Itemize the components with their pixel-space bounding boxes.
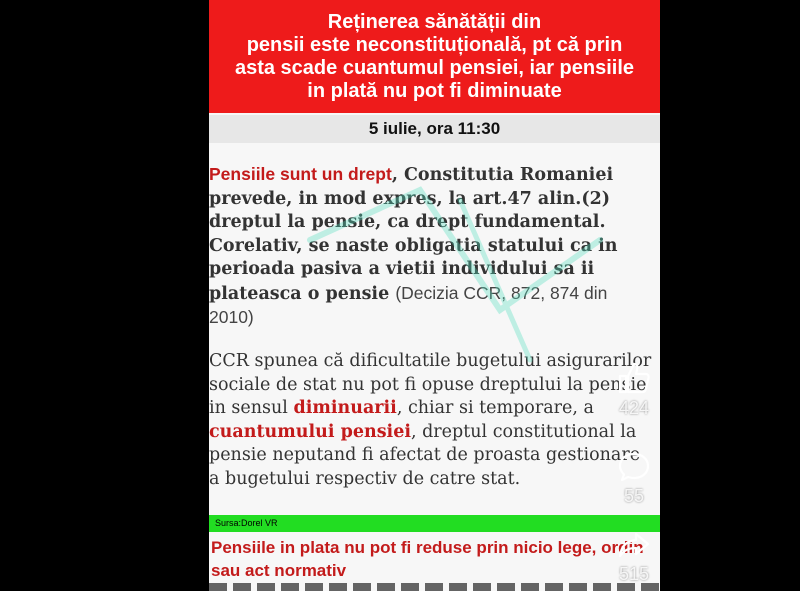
headline-banner [209, 0, 660, 113]
like-count: 424 [618, 398, 650, 418]
paragraph-ccr-part2: , chiar si temporare, a [396, 398, 594, 418]
comment-action[interactable] [604, 450, 664, 507]
source-bar: Sursa:Dorel VR [209, 515, 660, 532]
paragraph-ccr-part1: CCR spunea că dificultatile bugetului asigurarilor sociale de stat nu pot fi opuse dreptului la pensie in sensul [209, 351, 652, 418]
paragraph-ccr-emphasis-2: cuantumului pensiei [209, 421, 411, 442]
thumbs-up-icon[interactable] [616, 360, 652, 396]
headline-line-1: Reținerea sănătății din [327, 10, 542, 33]
paragraph-ccr-emphasis-1: diminuarii [293, 398, 397, 418]
paragraph-ccr [209, 350, 654, 491]
headline-line-2: pensii este neconstituțională, pt că prin [246, 33, 623, 56]
paragraph-body: , Constitutia Romaniei prevede, in mod expres, la art.47 alin.(2) dreptul la pensie, ca drept fundamental. Corelativ, se naste obligatia statului ca in perioada pasiva a vietii individului sa ii plateasca o pensie [209, 165, 618, 304]
paragraph-ccr-part3: , dreptul constitutional la pensie neputand fi afectat de proasta gestionare a bugetului respectiv de catre stat. [209, 421, 641, 489]
reaction-bar [604, 360, 664, 591]
share-action[interactable] [604, 528, 664, 585]
date-bar: 5 iulie, ora 11:30 [209, 115, 660, 143]
headline-line-4: in plată nu pot fi diminuate [307, 79, 562, 102]
share-icon[interactable] [617, 528, 651, 562]
headline-line-3: asta scade cuantumul pensiei, iar pensiile [234, 56, 635, 79]
paragraph-rights [209, 163, 654, 331]
like-action[interactable] [604, 360, 664, 419]
paragraph-citation: (Decizia CCR, 872, 874 din 2010) [209, 282, 608, 327]
comment-icon[interactable] [617, 450, 651, 484]
post-image [209, 0, 660, 591]
paragraph-lead: Pensiile sunt un drept [209, 164, 392, 184]
cut-off-text [209, 583, 660, 591]
share-count: 515 [618, 564, 650, 584]
subheadline: Pensiile in plata nu pot fi reduse prin nicio lege, ordin sau act normativ [211, 538, 644, 580]
comment-count: 55 [623, 486, 645, 506]
